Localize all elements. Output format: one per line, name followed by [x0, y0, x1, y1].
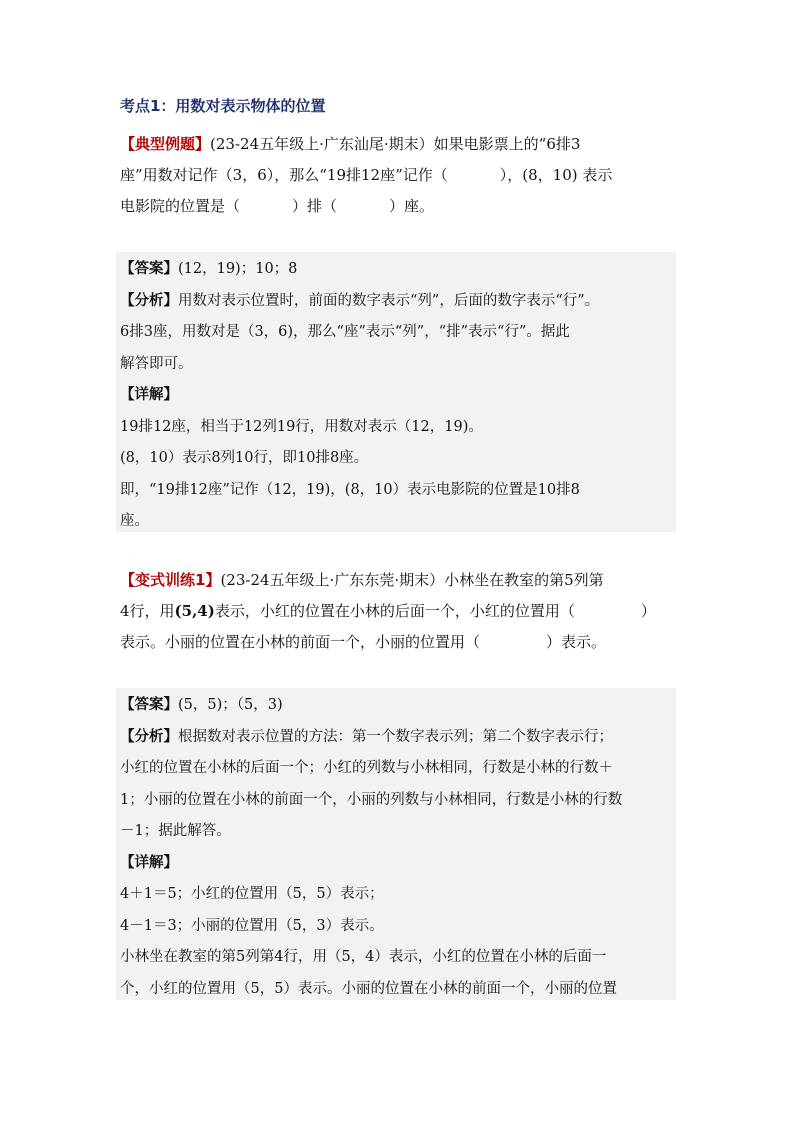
variant-line3-a: 表示。小丽的位置在小林的前面一个，小丽的位置用（ [120, 633, 481, 651]
answer-label: 【答案】 [120, 697, 178, 713]
analysis-line: 用数对表示位置时，前面的数字表示“列”，后面的数字表示“行”。 [178, 292, 600, 309]
analysis-line: 根据数对表示位置的方法：第一个数字表示列；第二个数字表示行； [178, 728, 613, 745]
detail-label: 【详解】 [120, 387, 178, 403]
analysis-line: 小红的位置在小林的后面一个；小红的列数与小林相同，行数是小林的行数＋ [120, 760, 613, 776]
variant-line2-b: 表示，小红的位置在小林的后面一个，小红的位置用（ [214, 602, 575, 620]
answer-label: 【答案】 [120, 261, 178, 277]
example-line2-b: ），(8，10) 表示 [499, 166, 613, 184]
detail-line: 个，小红的位置用（5，5）表示。小丽的位置在小林的前面一个，小丽的位置 [120, 980, 617, 997]
detail-line: 座。 [120, 513, 149, 529]
detail-line: 4＋1＝5；小红的位置用（5，5）表示； [120, 886, 384, 902]
variant-tag: 【变式训练1】 [120, 571, 221, 589]
variant-line2-c: ） [640, 602, 656, 620]
example-tag: 【典型例题】 [120, 135, 211, 153]
variant-line2-a: 4行，用 [120, 602, 175, 620]
variant-pair: (5,4) [174, 602, 215, 620]
example-line3-b: ）排（ [292, 197, 338, 215]
section-title: 考点1：用数对表示物体的位置 [120, 97, 326, 115]
detail-line: 19排12座，相当于12列19行，用数对表示（12，19)。 [120, 418, 483, 435]
analysis-line: 6排3座，用数对是（3，6)，那么“座”表示“列”，“排”表示“行”。据此 [120, 324, 570, 340]
detail-line: (8，10）表示8列10行，即10排8座。 [120, 450, 369, 466]
analysis-label: 【分析】 [120, 728, 178, 745]
variant-line3-b: ）表示。 [546, 633, 607, 651]
analysis-line: 解答即可。 [120, 355, 193, 372]
answer-text: (5，5)；（5，3) [178, 697, 283, 713]
detail-line: 4－1＝3；小丽的位置用（5，3）表示。 [120, 917, 384, 934]
detail-line: 小林坐在教室的第5列第4行，用（5，4）表示，小红的位置在小林的后面一 [120, 949, 607, 965]
variant-question [120, 565, 676, 658]
answer-text: (12，19)；10；8 [178, 261, 298, 277]
example-answer-box [116, 252, 676, 532]
detail-label: 【详解】 [120, 854, 178, 871]
analysis-line: －1；据此解答。 [120, 823, 231, 839]
detail-line: 即，“19排12座”记作（12，19)，(8，10）表示电影院的位置是10排8 [120, 481, 580, 498]
variant-answer-box [116, 688, 676, 1000]
variant-line1: (23-24五年级上·广东东莞·期末）小林坐在教室的第5列第 [220, 571, 604, 589]
analysis-label: 【分析】 [120, 292, 178, 309]
example-line3-c: ）座。 [389, 197, 435, 215]
analysis-line: 1；小丽的位置在小林的前面一个，小丽的列数与小林相同，行数是小林的行数 [120, 791, 623, 808]
example-question [120, 129, 676, 222]
example-line1: (23-24五年级上·广东汕尾·期末）如果电影票上的“6排3 [210, 135, 581, 153]
example-line2-a: 座”用数对记作（3，6），那么“19排12座”记作（ [120, 166, 448, 184]
example-line3-a: 电影院的位置是（ [120, 197, 241, 215]
